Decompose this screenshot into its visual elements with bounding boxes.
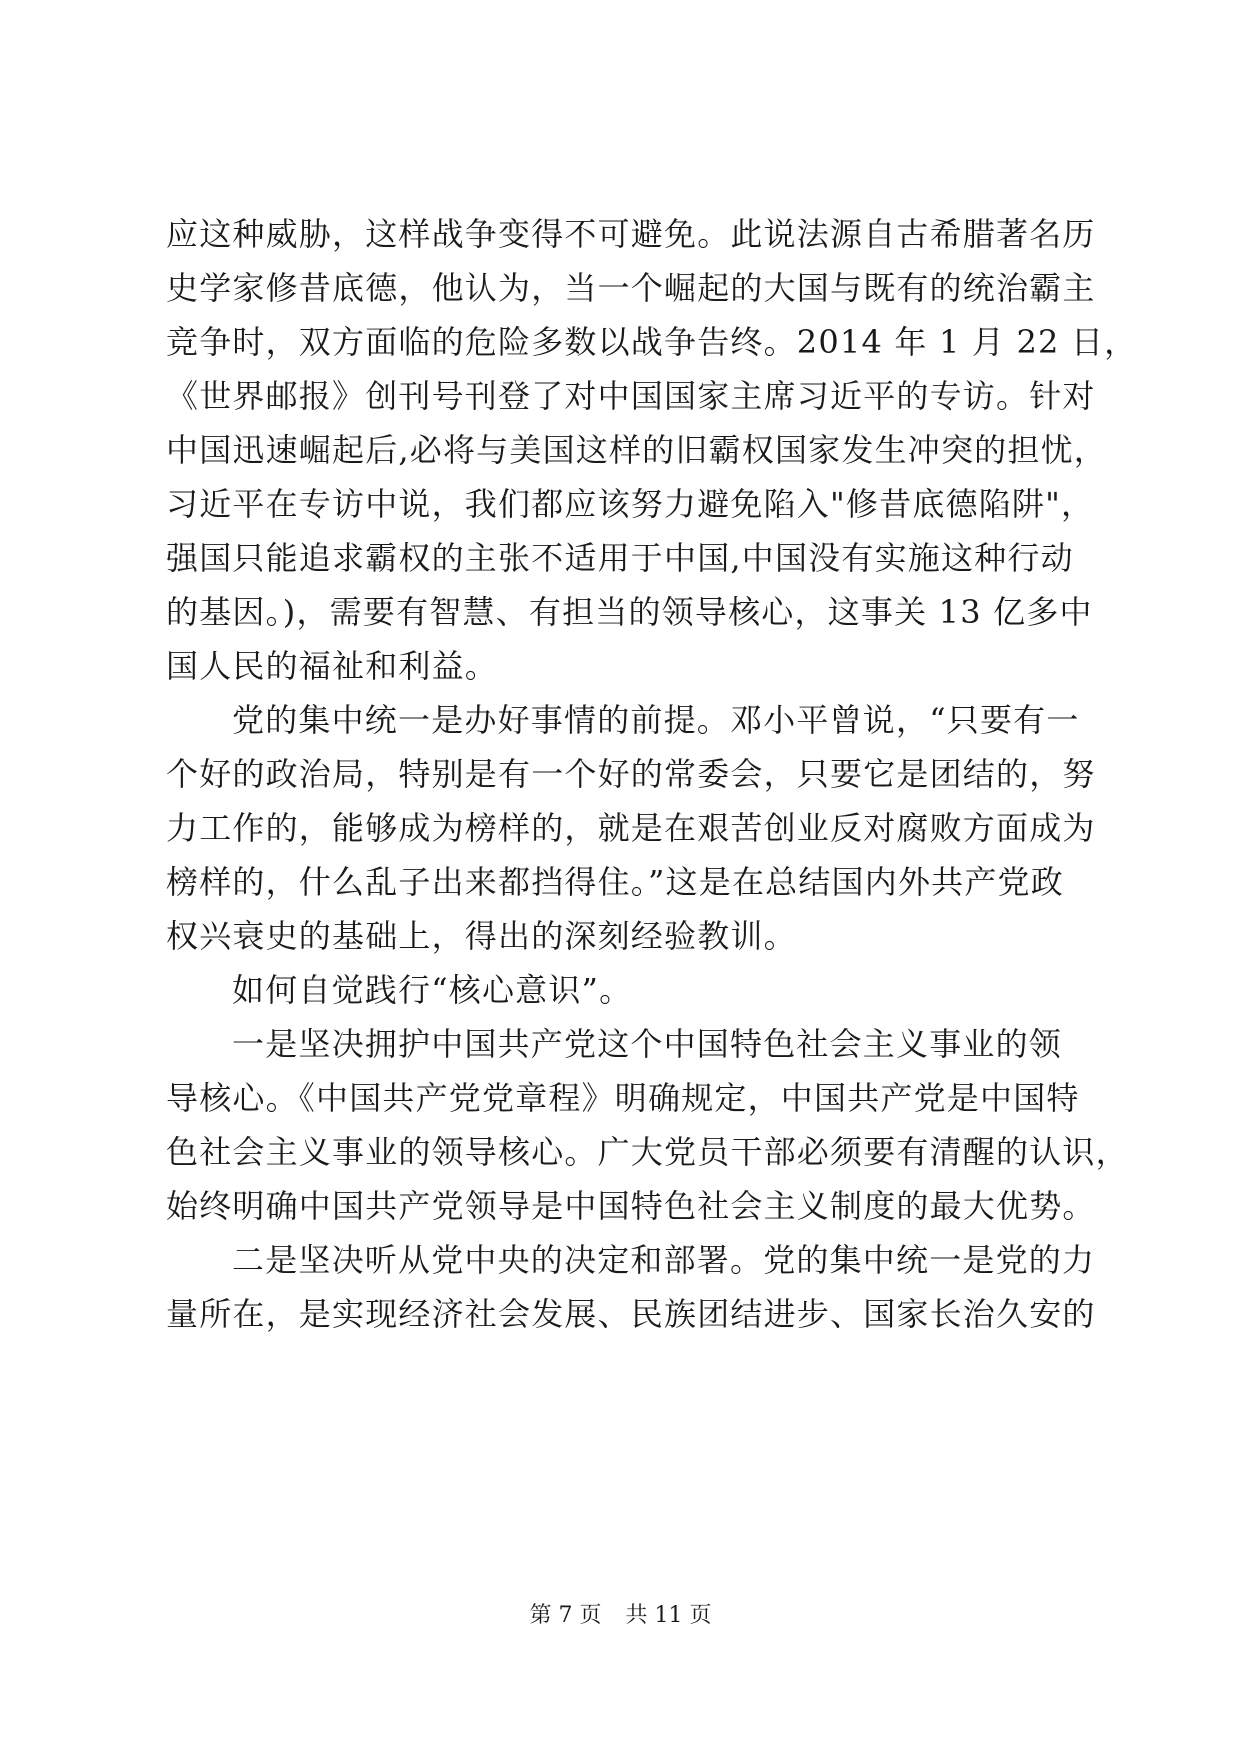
- text-line: 习近平在专访中说，我们都应该努力避免陷入"修昔底德陷阱"，: [166, 485, 1095, 523]
- text-line: 导核心。《中国共产党党章程》明确规定，中国共产党是中国特: [166, 1079, 1080, 1117]
- page-number: 第 7 页: [529, 1603, 602, 1628]
- text-line: 力工作的，能够成为榜样的，就是在艰苦创业反对腐败方面成为: [166, 809, 1096, 847]
- text-line: 的基因。)，需要有智慧、有担当的领导核心，这事关 13 亿多中: [166, 593, 1093, 631]
- text-line: 中国迅速崛起后,必将与美国这样的旧霸权国家发生冲突的担忧，: [166, 431, 1107, 469]
- text-line: 竞争时，双方面临的危险多数以战争告终。2014 年 1 月 22 日，: [166, 323, 1138, 361]
- section-heading: 如何自觉践行“核心意识”。: [232, 971, 633, 1009]
- text-line: 始终明确中国共产党领导是中国特色社会主义制度的最大优势。: [166, 1187, 1096, 1225]
- text-line: 强国只能追求霸权的主张不适用于中国,中国没有实施这种行动: [166, 539, 1074, 577]
- text-line: 榜样的，什么乱子出来都挡得住。”这是在总结国内外共产党政: [166, 863, 1064, 901]
- text-line: 权兴衰史的基础上，得出的深刻经验教训。: [166, 917, 797, 955]
- text-line: 量所在，是实现经济社会发展、民族团结进步、国家长治久安的: [166, 1295, 1096, 1333]
- page-footer: [0, 1602, 1241, 1630]
- text-line: 色社会主义事业的领导核心。广大党员干部必须要有清醒的认识，: [166, 1133, 1129, 1171]
- text-line: 史学家修昔底德，他认为，当一个崛起的大国与既有的统治霸主: [166, 269, 1096, 307]
- paragraph-first-line: 二是坚决听从党中央的决定和部署。党的集中统一是党的力: [232, 1241, 1096, 1279]
- text-line: 个好的政治局，特别是有一个好的常委会，只要它是团结的，努: [166, 755, 1096, 793]
- paragraph-first-line: 一是坚决拥护中国共产党这个中国特色社会主义事业的领: [232, 1025, 1063, 1063]
- page-total: 共 11 页: [625, 1603, 712, 1628]
- text-line: 应这种威胁，这样战争变得不可避免。此说法源自古希腊著名历: [166, 215, 1096, 253]
- paragraph-first-line: 党的集中统一是办好事情的前提。邓小平曾说，“只要有一: [232, 701, 1080, 739]
- text-line: 《世界邮报》创刊号刊登了对中国国家主席习近平的专访。针对: [166, 377, 1096, 415]
- text-line: 国人民的福祉和利益。: [166, 647, 499, 685]
